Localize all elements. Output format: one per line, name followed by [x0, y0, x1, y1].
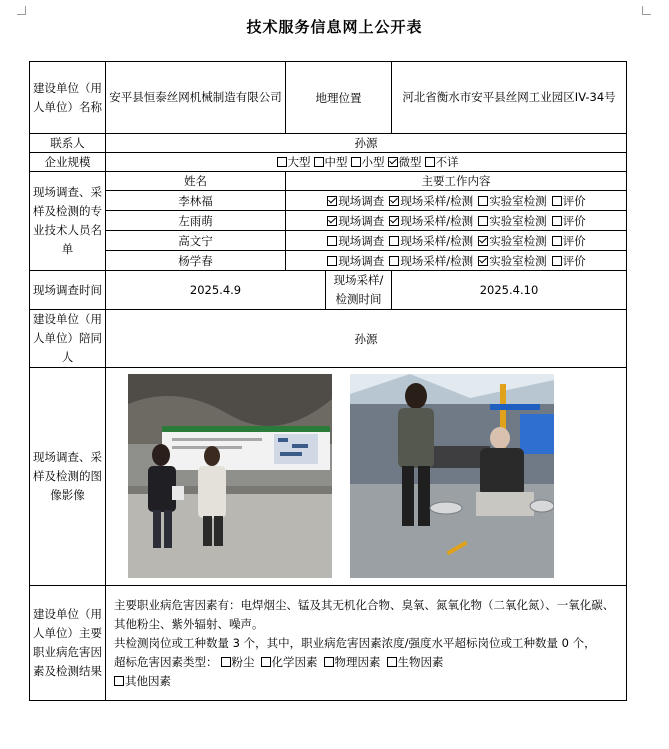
checkbox-icon [327, 236, 337, 246]
checkbox-icon [261, 657, 271, 667]
scale-options [106, 153, 627, 172]
option-label: 现场调查 [338, 233, 385, 248]
checkbox-icon [552, 256, 562, 266]
exceed-type-option [218, 655, 255, 669]
sampling-time-value: 2025.4.10 [392, 271, 627, 310]
option-label: 现场调查 [338, 213, 385, 228]
staff-work-options [286, 191, 627, 211]
checkbox-icon [387, 657, 397, 667]
staff-name: 杨学春 [106, 251, 286, 271]
checkbox-icon [478, 196, 488, 206]
survey-time-label: 现场调查时间 [30, 271, 106, 310]
contact-label: 联系人 [30, 134, 106, 153]
result-label: 建设单位（用人单位）主要职业病危害因素及检测结果 [30, 586, 106, 701]
checked-checkbox-icon [388, 157, 398, 167]
option-label: 中型 [324, 155, 348, 169]
work-option [386, 254, 473, 268]
checkbox-icon [114, 676, 124, 686]
table-row [30, 251, 627, 271]
page-corner-mark [642, 6, 651, 15]
location-label: 地理位置 [286, 62, 392, 134]
work-option [549, 254, 586, 268]
option-label: 评价 [562, 213, 586, 228]
info-table [29, 61, 627, 701]
scale-option [348, 155, 385, 169]
checked-checkbox-icon [478, 256, 488, 266]
checkbox-icon [552, 196, 562, 206]
staff-name-header: 姓名 [106, 172, 286, 191]
checkbox-icon [478, 216, 488, 226]
staff-name: 李林福 [106, 191, 286, 211]
work-option [386, 194, 473, 208]
scale-option [274, 155, 311, 169]
exceed-type-option [384, 655, 444, 669]
contact-value: 孙源 [106, 134, 627, 153]
checkbox-icon [314, 157, 324, 167]
sampling-time-label: 现场采样/检测时间 [326, 271, 392, 310]
page-corner-mark [17, 6, 26, 15]
staff-work-options [286, 251, 627, 271]
workshop-photo-image [128, 374, 332, 578]
result-content [106, 586, 627, 701]
option-label: 大型 [287, 155, 311, 169]
unit-name-label: 建设单位（用人单位）名称 [30, 62, 106, 134]
work-option [475, 194, 547, 208]
exceed-type-option [321, 655, 381, 669]
scale-label: 企业规模 [30, 153, 106, 172]
option-label: 现场采样/检测 [400, 233, 474, 248]
option-label: 现场调查 [338, 193, 385, 208]
checked-checkbox-icon [478, 236, 488, 246]
escort-value: 孙源 [106, 310, 627, 368]
checkbox-icon [277, 157, 287, 167]
option-label: 其他因素 [125, 673, 171, 688]
images-cell [106, 368, 627, 586]
staff-work-options [286, 231, 627, 251]
scale-option [422, 155, 459, 169]
staff-work-header: 主要工作内容 [286, 172, 627, 191]
staff-work-options [286, 211, 627, 231]
work-option [386, 234, 473, 248]
work-option [324, 234, 384, 248]
scale-option [385, 155, 422, 169]
work-option [324, 214, 384, 228]
option-label: 化学因素 [271, 654, 318, 669]
checkbox-icon [552, 236, 562, 246]
survey-time-value: 2025.4.9 [106, 271, 326, 310]
work-option [324, 254, 384, 268]
sampling-photo-image [350, 374, 554, 578]
option-label: 评价 [562, 253, 586, 268]
work-option [475, 234, 547, 248]
checkbox-icon [552, 216, 562, 226]
photo-area [106, 368, 626, 572]
checkbox-icon [425, 157, 435, 167]
checked-checkbox-icon [327, 216, 337, 226]
exceed-types-label: 超标危害因素类型： [114, 654, 218, 669]
option-label: 现场调查 [338, 253, 385, 268]
staff-name: 左雨萌 [106, 211, 286, 231]
table-row [30, 231, 627, 251]
count-text: 共检测岗位或工种数量 3 个，其中，职业病危害因素浓度/强度水平超标岗位或工种数量 0 个， [114, 635, 596, 650]
option-label: 生物因素 [397, 654, 444, 669]
option-label: 实验室检测 [489, 253, 547, 268]
location-value: 河北省衡水市安平县丝网工业园区IV-34号 [392, 62, 627, 134]
table-row [30, 211, 627, 231]
option-label: 评价 [562, 233, 586, 248]
checkbox-icon [351, 157, 361, 167]
work-option [549, 234, 586, 248]
checkbox-icon [389, 256, 399, 266]
option-label: 实验室检测 [489, 233, 547, 248]
option-label: 现场采样/检测 [400, 193, 474, 208]
work-option [475, 254, 547, 268]
staff-label: 现场调查、采样及检测的专业技术人员名单 [30, 172, 106, 271]
escort-label: 建设单位（用人单位）陪同人 [30, 310, 106, 368]
page-title: 技术服务信息网上公开表 [246, 18, 423, 36]
scale-option [311, 155, 348, 169]
exceed-types [114, 653, 618, 672]
option-label: 物理因素 [334, 654, 381, 669]
option-label: 粉尘 [231, 654, 255, 669]
checkbox-icon [221, 657, 231, 667]
table-row [30, 191, 627, 211]
option-label: 实验室检测 [489, 213, 547, 228]
work-option [549, 194, 586, 208]
work-option [386, 214, 473, 228]
checkbox-icon [324, 657, 334, 667]
work-option [549, 214, 586, 228]
option-label: 现场采样/检测 [400, 253, 474, 268]
other-option [111, 674, 171, 688]
checked-checkbox-icon [327, 196, 337, 206]
option-label: 实验室检测 [489, 193, 547, 208]
checkbox-icon [327, 256, 337, 266]
images-label: 现场调查、采样及检测的图像影像 [30, 368, 106, 586]
checked-checkbox-icon [389, 196, 399, 206]
work-option [324, 194, 384, 208]
checked-checkbox-icon [389, 216, 399, 226]
checkbox-icon [389, 236, 399, 246]
unit-name-value: 安平县恒泰丝网机械制造有限公司 [106, 62, 286, 134]
option-label: 现场采样/检测 [400, 213, 474, 228]
option-label: 评价 [562, 193, 586, 208]
option-label: 不详 [435, 155, 459, 169]
other-factor-option [114, 672, 618, 691]
option-label: 小型 [361, 155, 385, 169]
staff-name: 高文宁 [106, 231, 286, 251]
exceed-type-options [218, 655, 447, 669]
option-label: 微型 [398, 155, 422, 169]
work-option [475, 214, 547, 228]
hazards-text: 主要职业病危害因素有：电焊烟尘、锰及其无机化合物、臭氧、氮氧化物（二氧化氮）、一氧化碳、其他粉尘、紫外辐射、噪声。 [114, 597, 615, 631]
exceed-type-option [258, 655, 318, 669]
